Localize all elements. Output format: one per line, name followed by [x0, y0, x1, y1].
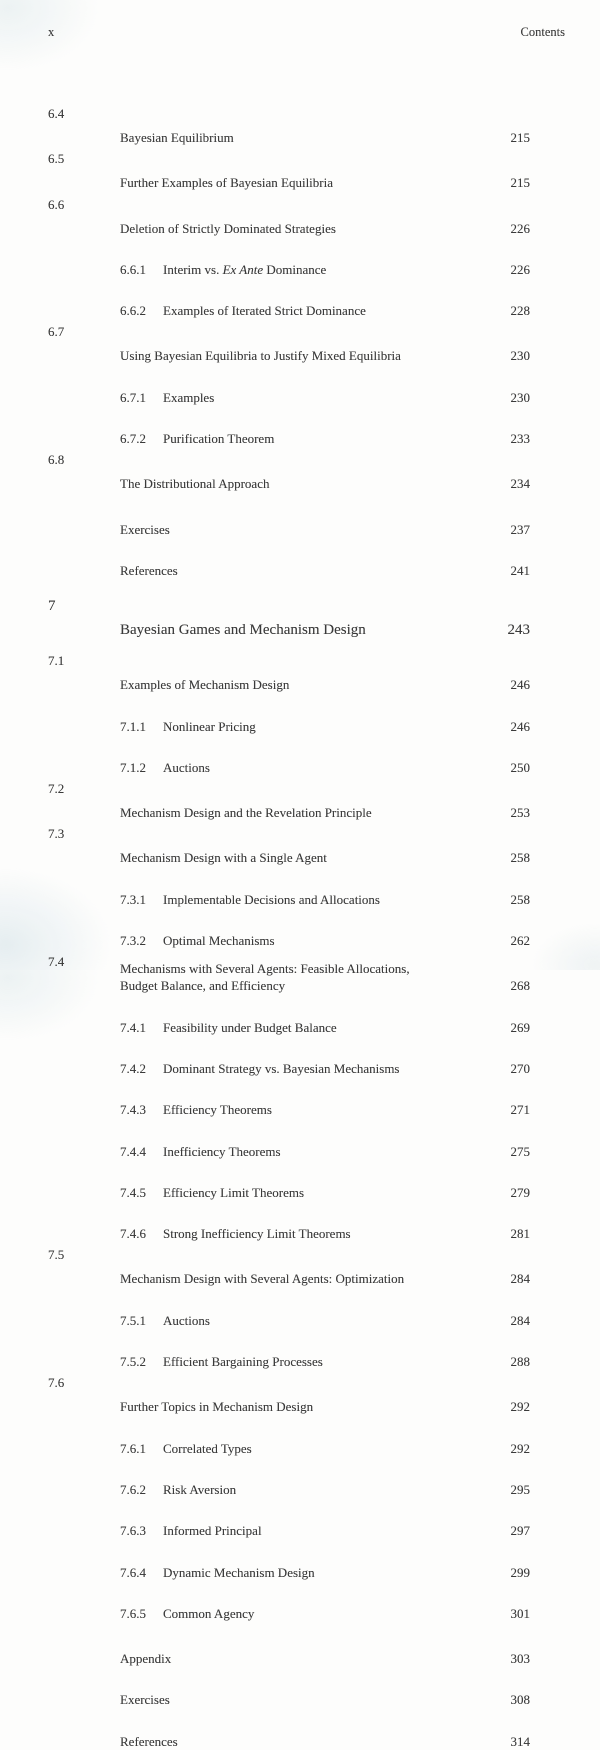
subentry-title-italic: Ex Ante [222, 261, 264, 277]
subentry-title-text: Examples [163, 389, 215, 405]
entry-title: Further Topics in Mechanism Design [120, 1399, 314, 1415]
subentry-number: 6.7.1 [120, 389, 146, 405]
entry-page-number: 253 [510, 805, 530, 821]
subentry-number: 6.6.1 [120, 261, 146, 277]
toc-backmatter-entry [48, 1667, 565, 1708]
toc-entry [48, 150, 565, 191]
toc-entry [48, 652, 565, 693]
entry-page-number: 228 [510, 303, 530, 319]
toc-subentry [48, 1201, 565, 1242]
entry-page-number: 230 [510, 389, 530, 405]
entry-title: References [120, 1733, 178, 1749]
entry-title: References [120, 562, 178, 578]
subentry-title-text: Auctions [163, 1312, 210, 1328]
subentry-title-text: Auctions [163, 759, 210, 775]
entry-title [120, 891, 456, 908]
toc-backmatter-entry [48, 1626, 565, 1667]
entry-title [120, 759, 456, 776]
entry-page-number: 230 [510, 348, 530, 364]
toc-backmatter-entry [48, 538, 565, 579]
subentry-title-text: Informed Principal [163, 1523, 262, 1539]
toc-backmatter-entry [48, 497, 565, 538]
entry-page-number: 301 [510, 1605, 530, 1621]
subentry-number: 7.4.4 [120, 1143, 146, 1159]
entry-number: 7.6 [48, 1375, 65, 1391]
subentry-title-text: Correlated Types [163, 1440, 252, 1456]
entry-title: Deletion of Strictly Dominated Strategies [120, 220, 336, 236]
subentry-number: 7.6.3 [120, 1523, 146, 1539]
toc-subentry [48, 1498, 565, 1539]
subentry-title-text: Efficient Bargaining Processes [163, 1354, 323, 1370]
subentry-number: 7.4.5 [120, 1184, 146, 1200]
toc-entry [48, 451, 565, 492]
subentry-title-text: Inefficiency Theorems [163, 1143, 281, 1159]
toc-backmatter-entry [48, 1709, 565, 1750]
entry-title [120, 1353, 456, 1370]
entry-page-number: 233 [510, 431, 530, 447]
toc-entry [48, 780, 565, 821]
toc-subentry [48, 406, 565, 447]
entry-title [120, 1522, 456, 1539]
entry-title [120, 1143, 456, 1160]
entry-title [120, 1184, 456, 1201]
entry-page-number: 268 [510, 978, 530, 994]
entry-page-number: 308 [510, 1692, 530, 1708]
entry-title: Bayesian Games and Mechanism Design [120, 622, 366, 639]
subentry-number: 6.6.2 [120, 303, 146, 319]
entry-page-number: 271 [510, 1102, 530, 1118]
entry-page-number: 270 [510, 1060, 530, 1076]
entry-page-number: 299 [510, 1564, 530, 1580]
toc-subentry [48, 867, 565, 908]
subentry-number: 7.3.1 [120, 891, 146, 907]
subentry-title-text: Dynamic Mechanism Design [163, 1564, 315, 1580]
subentry-number: 7.4.2 [120, 1060, 146, 1076]
toc-subentry [48, 1119, 565, 1160]
toc-subentry [48, 1416, 565, 1457]
toc-entry [48, 1246, 565, 1287]
entry-title [120, 1019, 456, 1036]
entry-title [120, 718, 456, 735]
subentry-title-text: Nonlinear Pricing [163, 718, 256, 734]
toc-entry [48, 196, 565, 237]
toc-subentry [48, 735, 565, 776]
entry-page-number: 215 [510, 175, 530, 191]
toc-subentry [48, 694, 565, 735]
entry-title: The Distributional Approach [120, 476, 270, 492]
entry-number: 7.3 [48, 826, 65, 842]
entry-title [120, 1605, 456, 1622]
entry-page-number: 314 [510, 1733, 530, 1749]
toc-subentry [48, 908, 565, 949]
entry-number: 7.2 [48, 781, 65, 797]
toc-subentry [48, 1540, 565, 1581]
entry-title: Exercises [120, 521, 170, 537]
entry-page-number: 250 [510, 759, 530, 775]
subentry-number: 7.6.4 [120, 1564, 146, 1580]
subentry-number: 6.7.2 [120, 431, 146, 447]
entry-number: 6.6 [48, 196, 65, 212]
entry-title [120, 1060, 456, 1077]
entry-title: Mechanism Design with a Single Agent [120, 850, 327, 866]
entry-number: 7.1 [48, 653, 65, 669]
toc-subentry [48, 1160, 565, 1201]
toc-subentry [48, 995, 565, 1036]
subentry-number: 7.6.5 [120, 1605, 146, 1621]
toc-subentry [48, 1581, 565, 1622]
toc-subentry [48, 1329, 565, 1370]
toc-subentry [48, 1036, 565, 1077]
subentry-title-text: Implementable Decisions and Allocations [163, 891, 380, 907]
entry-number: 7 [48, 598, 56, 615]
entry-page-number: 297 [510, 1523, 530, 1539]
subentry-title-text: Dominant Strategy vs. Bayesian Mechanisms [163, 1060, 400, 1076]
entry-number: 6.5 [48, 151, 65, 167]
entry-title [120, 1564, 456, 1581]
entry-title: Examples of Mechanism Design [120, 677, 290, 693]
entry-title-line1: Mechanisms with Several Agents: Feasible Allocations, [120, 961, 410, 977]
entry-page-number: 281 [510, 1226, 530, 1242]
entry-title [120, 389, 456, 406]
subentry-number: 7.5.2 [120, 1354, 146, 1370]
entry-page-number: 284 [510, 1312, 530, 1328]
entry-page-number: 275 [510, 1143, 530, 1159]
subentry-title-suffix: Dominance [263, 261, 327, 277]
subentry-title-text: Examples of Iterated Strict Dominance [163, 303, 366, 319]
subentry-number: 7.1.2 [120, 759, 146, 775]
entry-page-number: 258 [510, 891, 530, 907]
entry-page-number: 258 [510, 850, 530, 866]
table-of-contents [48, 105, 565, 1750]
entry-number: 7.5 [48, 1247, 65, 1263]
entry-page-number: 241 [510, 562, 530, 578]
entry-number: 6.7 [48, 324, 65, 340]
entry-page-number: 246 [510, 718, 530, 734]
entry-page-number: 303 [510, 1651, 530, 1667]
toc-subentry [48, 278, 565, 319]
entry-title: Mechanism Design with Several Agents: Optimization [120, 1271, 405, 1287]
entry-page-number: 288 [510, 1354, 530, 1370]
toc-entry [48, 323, 565, 364]
running-head: Contents [520, 25, 565, 39]
entry-title [120, 1101, 456, 1118]
subentry-title-text: Purification Theorem [163, 431, 275, 447]
entry-page-number: 292 [510, 1399, 530, 1415]
entry-page-number: 226 [510, 261, 530, 277]
subentry-number: 7.3.2 [120, 933, 146, 949]
entry-page-number: 269 [510, 1019, 530, 1035]
entry-title [120, 302, 456, 319]
subentry-number: 7.4.1 [120, 1019, 146, 1035]
entry-title: Using Bayesian Equilibria to Justify Mixed Equilibria [120, 348, 401, 364]
subentry-number: 7.6.1 [120, 1440, 146, 1456]
entry-page-number: 215 [510, 130, 530, 145]
entry-title [120, 261, 456, 278]
entry-title [120, 960, 456, 995]
subentry-title-text: Optimal Mechanisms [163, 933, 275, 949]
entry-title [120, 430, 456, 447]
entry-page-number: 226 [510, 220, 530, 236]
subentry-title-text: Feasibility under Budget Balance [163, 1019, 337, 1035]
entry-number: 6.8 [48, 452, 65, 468]
entry-page-number: 262 [510, 933, 530, 949]
toc-entry [48, 825, 565, 866]
entry-title-line2: Budget Balance, and Efficiency [120, 978, 286, 994]
subentry-title-text: Efficiency Theorems [163, 1102, 272, 1118]
entry-title: Exercises [120, 1692, 170, 1708]
entry-title: Mechanism Design and the Revelation Principle [120, 805, 372, 821]
page-header [48, 24, 565, 41]
toc-entry [48, 105, 565, 146]
toc-chapter-heading [48, 597, 565, 640]
subentry-number: 7.6.2 [120, 1481, 146, 1497]
entry-title [120, 1440, 456, 1457]
entry-page-number: 292 [510, 1440, 530, 1456]
entry-page-number: 237 [510, 521, 530, 537]
entry-title [120, 932, 456, 949]
toc-subentry [48, 365, 565, 406]
subentry-title-prefix: Interim vs. [163, 261, 223, 277]
entry-page-number: 284 [510, 1271, 530, 1287]
subentry-number: 7.1.1 [120, 718, 146, 734]
entry-title [120, 1481, 456, 1498]
subentry-number: 7.4.6 [120, 1226, 146, 1242]
folio-page-number: x [48, 25, 55, 39]
entry-page-number: 234 [510, 476, 530, 492]
toc-entry [48, 1374, 565, 1415]
entry-number: 6.4 [48, 106, 65, 121]
subentry-title-text: Risk Aversion [163, 1481, 237, 1497]
entry-number: 7.4 [48, 954, 65, 970]
toc-subentry [48, 1288, 565, 1329]
toc-subentry [48, 1077, 565, 1118]
subentry-number: 7.5.1 [120, 1312, 146, 1328]
entry-title [120, 1225, 456, 1242]
subentry-title-text: Common Agency [163, 1605, 255, 1621]
entry-title: Bayesian Equilibrium [120, 130, 234, 145]
subentry-number: 7.4.3 [120, 1102, 146, 1118]
entry-title: Further Examples of Bayesian Equilibria [120, 175, 334, 191]
entry-title [120, 1312, 456, 1329]
entry-page-number: 279 [510, 1184, 530, 1200]
subentry-title-text: Strong Inefficiency Limit Theorems [163, 1226, 351, 1242]
toc-subentry [48, 237, 565, 278]
entry-page-number: 246 [510, 677, 530, 693]
toc-entry [48, 953, 565, 994]
entry-title: Appendix [120, 1651, 172, 1667]
entry-page-number: 295 [510, 1481, 530, 1497]
entry-page-number: 243 [507, 622, 530, 639]
toc-subentry [48, 1457, 565, 1498]
subentry-title-text: Efficiency Limit Theorems [163, 1184, 305, 1200]
